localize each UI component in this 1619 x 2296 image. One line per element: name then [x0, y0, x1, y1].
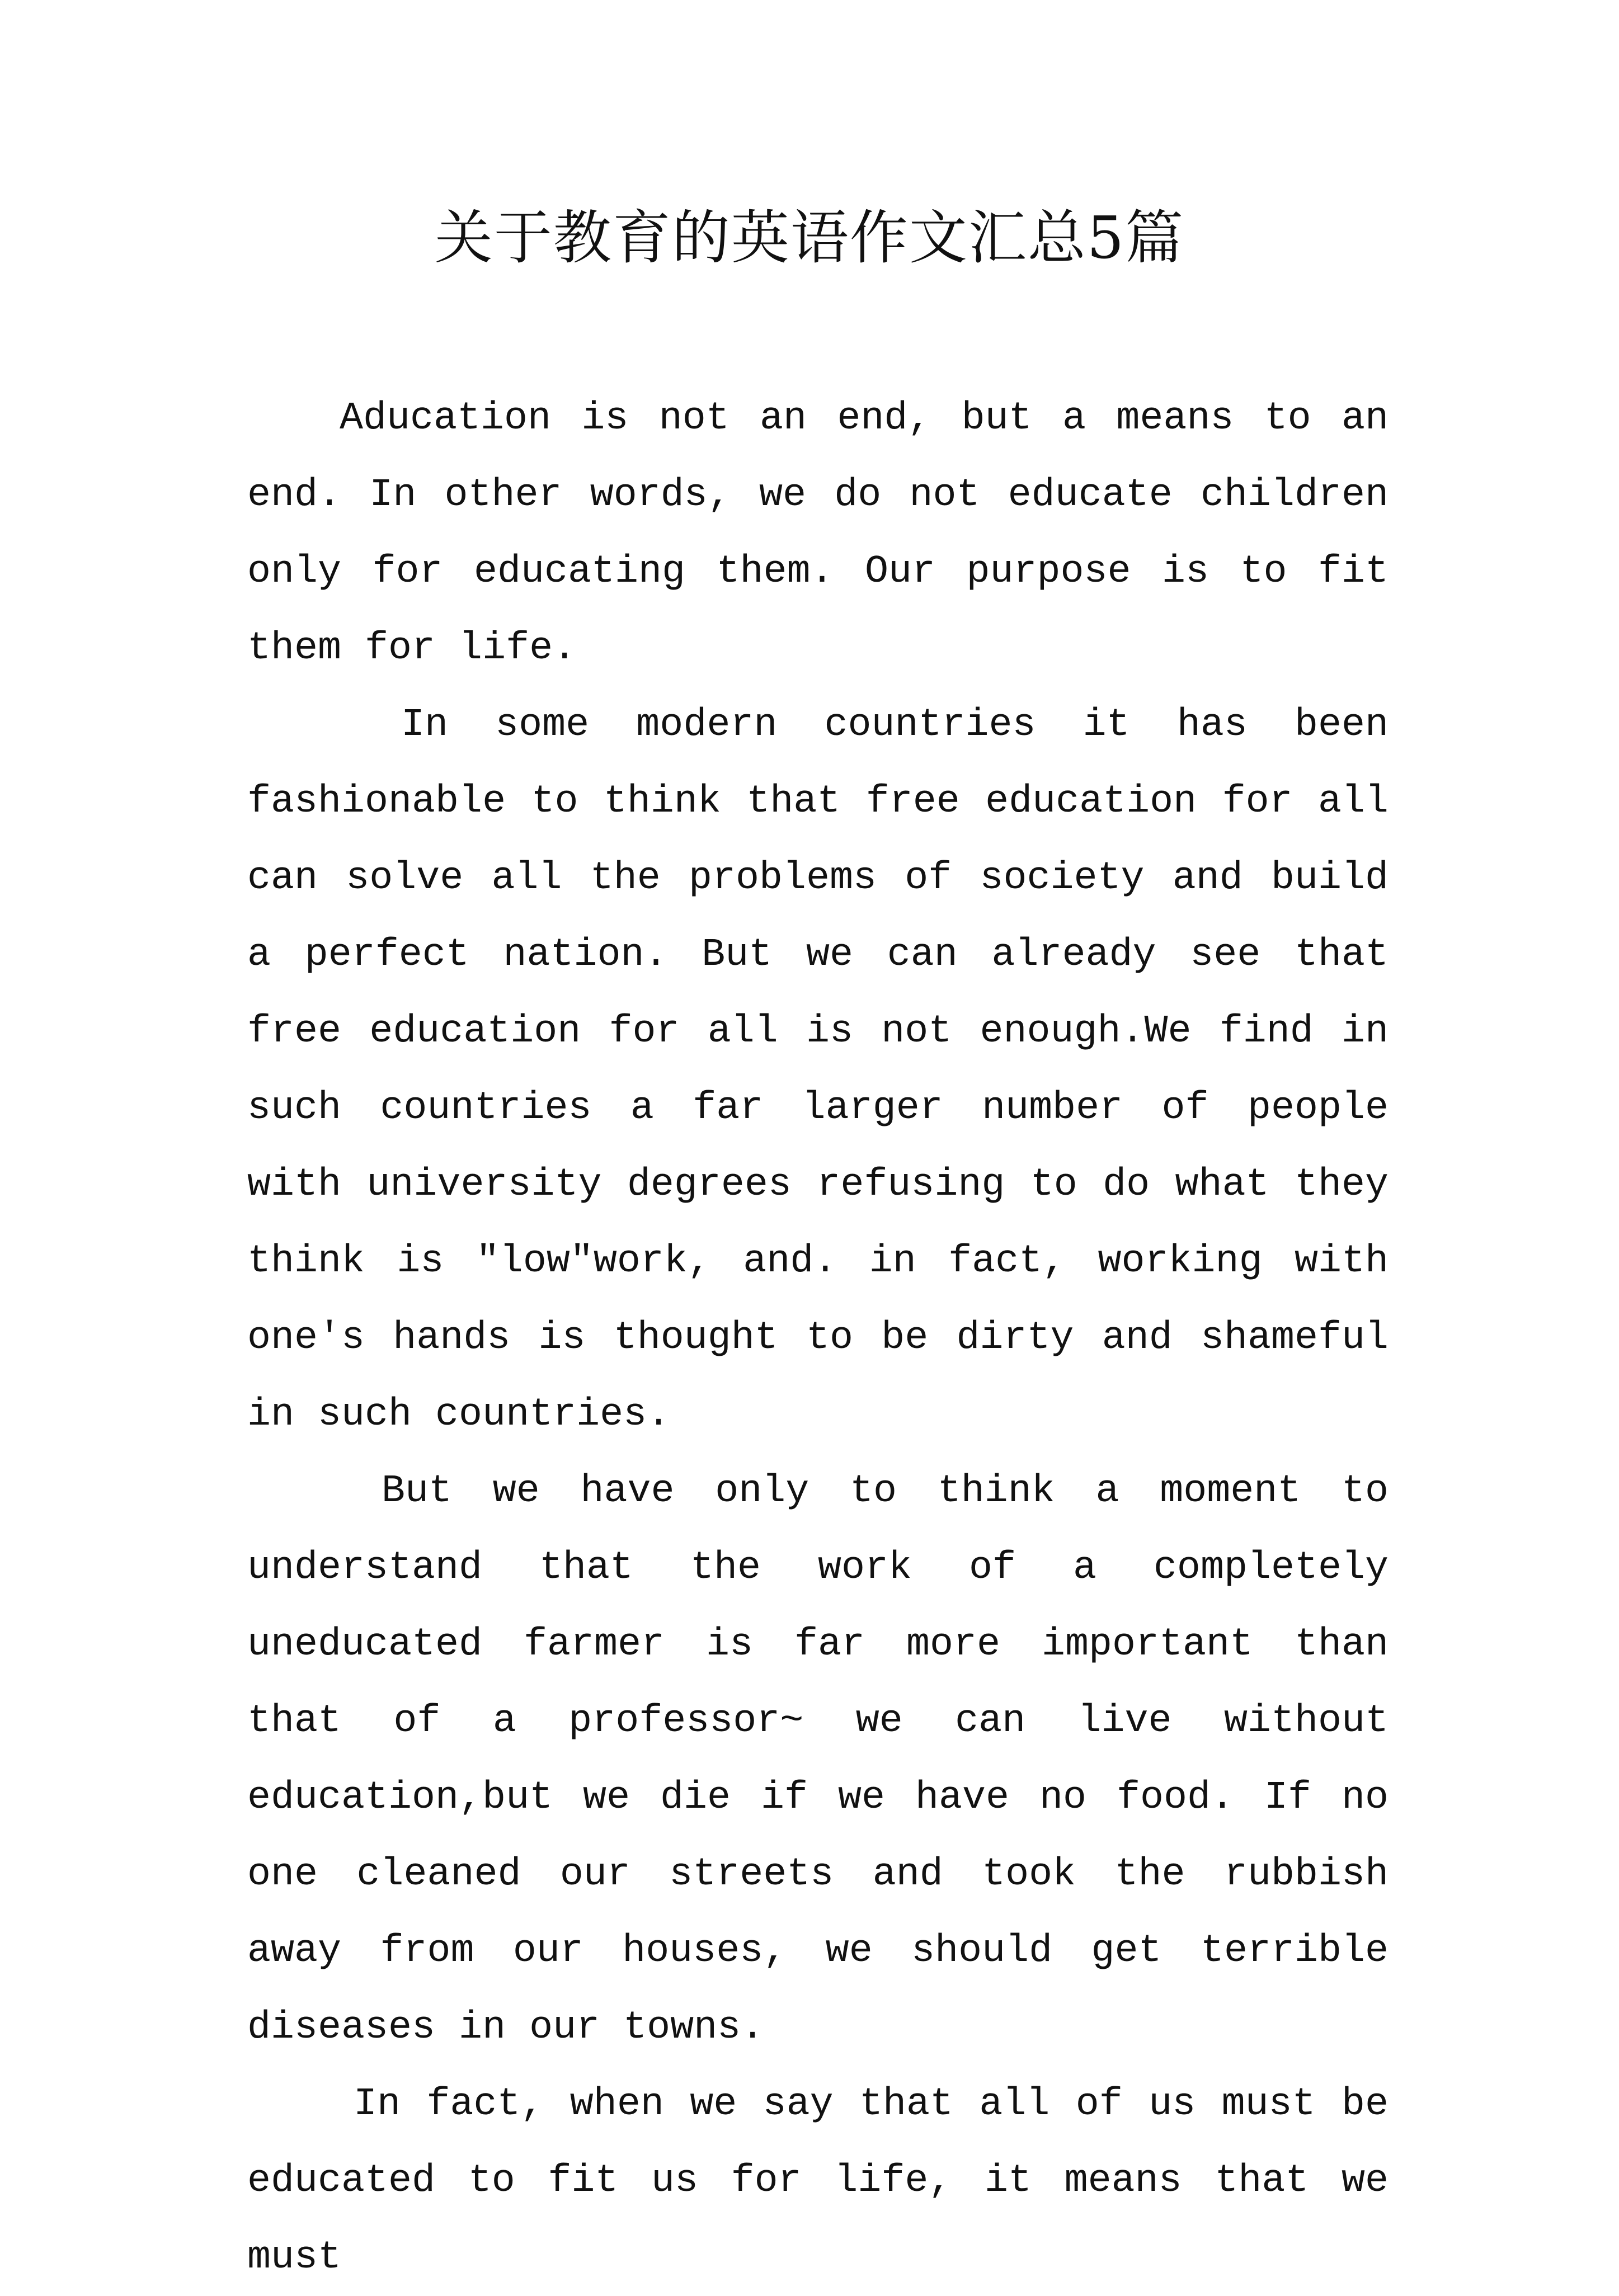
paragraph-4: In fact, when we say that all of us must be educated to fit us for life, it means that we must	[247, 2082, 1413, 2280]
document-title: 关于教育的英语作文汇总5篇	[434, 204, 1185, 272]
paragraph-2: In some modern countries it has been fashionable to think that free education for all can solve all the problems of society and build a perfect nation. But we can already see that free education for all is not enough.We find in such countries a far larger number of people with university degrees refusing to do what they think is "low"work, and. in fact, working with one's hands is thought to be dirty and shameful in such countries.	[247, 703, 1413, 1437]
document-body	[247, 380, 1413, 2296]
paragraph-1: Aducation is not an end, but a means to an end. In other words, we do not educate children only for educating them. Our purpose is to fit them for life.	[247, 397, 1413, 671]
paragraph-3: But we have only to think a moment to understand that the work of a completely uneducated farmer is far more important than that of a professor~ we can live without education,but we die if we have no food. If no one cleaned our streets and took the rubbish away from our houses, we should get terrible diseases in our towns.	[247, 1469, 1413, 2050]
